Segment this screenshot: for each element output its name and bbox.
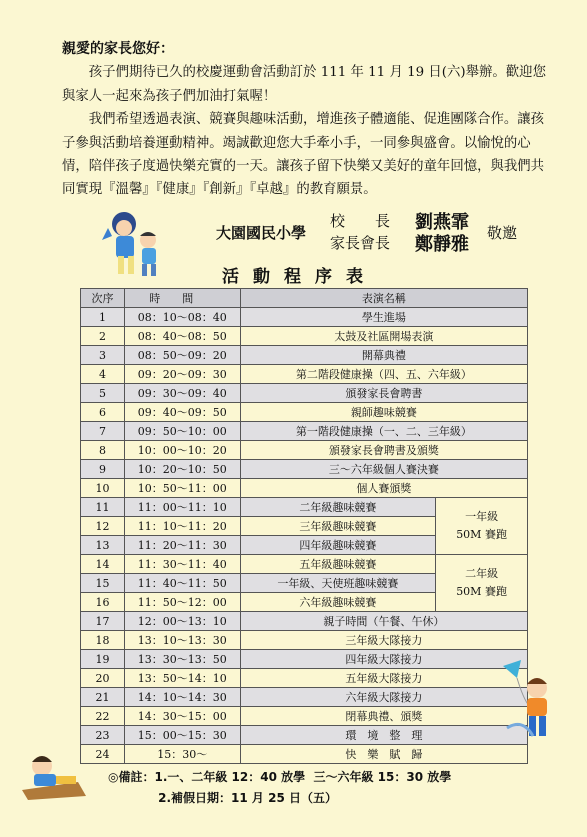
row-name: 五年級趣味競賽 (240, 555, 436, 574)
table-row (81, 726, 528, 745)
row-name: 頒發家長會聘書及頒獎 (240, 441, 527, 460)
row-time: 09：50～10：00 (124, 422, 240, 441)
row-name: 六年級大隊接力 (240, 688, 527, 707)
table-row (81, 308, 528, 327)
row-order: 9 (81, 460, 125, 479)
row-time: 13：30～13：50 (124, 650, 240, 669)
row-order: 17 (81, 612, 125, 631)
table-row (81, 346, 528, 365)
row-time: 15：30～ (124, 745, 240, 764)
row-name: 閉幕典禮、頒獎 (240, 707, 527, 726)
table-row (81, 441, 528, 460)
row-name: 六年級趣味競賽 (240, 593, 436, 612)
resting-boy-illustration (18, 740, 90, 802)
table-row (81, 707, 528, 726)
row-name: 學生進場 (240, 308, 527, 327)
row-name: 三年級大隊接力 (240, 631, 527, 650)
row-order: 22 (81, 707, 125, 726)
row-name: 環 境 整 理 (240, 726, 527, 745)
row-time: 11：50～12：00 (124, 593, 240, 612)
row-name: 個人賽頒獎 (240, 479, 527, 498)
row-name: 四年級趣味競賽 (240, 536, 436, 555)
row-time: 14：10～14：30 (124, 688, 240, 707)
row-order: 14 (81, 555, 125, 574)
greeting: 親愛的家長您好： (62, 41, 174, 57)
principal-name: 劉燕霏 (415, 212, 469, 233)
row-time: 11：40～11：50 (124, 574, 240, 593)
row-time: 10：20～10：50 (124, 460, 240, 479)
row-order: 7 (81, 422, 125, 441)
table-row (81, 669, 528, 688)
row-time: 11：10～11：20 (124, 517, 240, 536)
program-rows (81, 308, 528, 764)
row-time: 10：50～11：00 (124, 479, 240, 498)
letter-paragraph-1: 孩子們期待已久的校慶運動會活動訂於 111 年 11 月 19 日(六)舉辦。歡迎您與家人一起來為孩子們加油打氣喔！ (62, 65, 546, 104)
row-order: 2 (81, 327, 125, 346)
row-name: 太鼓及社區開場表演 (240, 327, 527, 346)
row-order: 19 (81, 650, 125, 669)
header-name: 表演名稱 (240, 289, 527, 308)
row-order: 4 (81, 365, 125, 384)
row-time: 11：00～11：10 (124, 498, 240, 517)
invite-text: 敬邀 (487, 224, 518, 242)
row-order: 5 (81, 384, 125, 403)
table-row (81, 612, 528, 631)
table-row (81, 498, 528, 517)
note-line-2: 2.補假日期：11 月 25 日（五） (108, 791, 337, 805)
school-name: 大園國民小學 (216, 224, 307, 242)
program-table (80, 288, 528, 764)
principal-role: 校 長 (330, 212, 391, 230)
notes (108, 767, 451, 809)
row-name: 五年級大隊接力 (240, 669, 527, 688)
row-order: 11 (81, 498, 125, 517)
letter-paragraph-2: 我們希望透過表演、競賽與趣味活動，增進孩子體適能、促進團隊合作。讓孩子參與活動培養運動精神。竭誠歡迎您大手牽小手，一同參與盛會。以愉悅的心情，陪伴孩子度過快樂充實的一天。讓孩子留下快樂又美好的童年回憶，與我們共同實現『溫馨』『健康』『創新』『卓越』的教育願景。 (62, 112, 545, 198)
row-time: 09：30～09：40 (124, 384, 240, 403)
row-order: 16 (81, 593, 125, 612)
kite-boy-illustration (493, 658, 567, 744)
row-order: 3 (81, 346, 125, 365)
table-row (81, 460, 528, 479)
row-name: 四年級大隊接力 (240, 650, 527, 669)
table-row (81, 403, 528, 422)
table-row (81, 422, 528, 441)
table-row (81, 745, 528, 764)
row-order: 10 (81, 479, 125, 498)
row-name: 親師趣味競賽 (240, 403, 527, 422)
table-row (81, 631, 528, 650)
table-header-row (81, 289, 528, 308)
row-time: 09：20～09：30 (124, 365, 240, 384)
row-order: 18 (81, 631, 125, 650)
note-line-1: ◎備註：1.一、二年級 12：40 放學 三～六年級 15：30 放學 (108, 770, 452, 784)
row-time: 14：30～15：00 (124, 707, 240, 726)
signature-block (0, 210, 587, 260)
row-time: 08：40～08：50 (124, 327, 240, 346)
row-time: 08：50～09：20 (124, 346, 240, 365)
row-name: 開幕典禮 (240, 346, 527, 365)
row-order: 8 (81, 441, 125, 460)
row-order: 15 (81, 574, 125, 593)
row-order: 6 (81, 403, 125, 422)
row-name: 頒發家長會聘書 (240, 384, 527, 403)
row-name: 三～六年級個人賽決賽 (240, 460, 527, 479)
header-order: 次序 (81, 289, 125, 308)
row-order: 13 (81, 536, 125, 555)
row-order: 12 (81, 517, 125, 536)
row-order: 20 (81, 669, 125, 688)
row-order: 21 (81, 688, 125, 707)
pta-role: 家長會長 (330, 234, 391, 252)
table-row (81, 650, 528, 669)
row-time: 13：10～13：30 (124, 631, 240, 650)
row-name: 快 樂 賦 歸 (240, 745, 527, 764)
row-time: 11：30～11：40 (124, 555, 240, 574)
table-row (81, 365, 528, 384)
table-row (81, 384, 528, 403)
row-name: 第一階段健康操（一、二、三年級） (240, 422, 527, 441)
row-name: 親子時間（午餐、午休） (240, 612, 527, 631)
row-name: 三年級趣味競賽 (240, 517, 436, 536)
row-time: 10：00～10：20 (124, 441, 240, 460)
row-time: 15：00～15：30 (124, 726, 240, 745)
program-title: 活動程序表 (222, 267, 377, 287)
row-name: 二年級趣味競賽 (240, 498, 436, 517)
remark-grade1-50m: 一年級 50M 賽跑 (436, 498, 528, 555)
row-name: 第二階段健康操（四、五、六年級） (240, 365, 527, 384)
row-order: 24 (81, 745, 125, 764)
row-time: 13：50～14：10 (124, 669, 240, 688)
letter (62, 38, 552, 202)
pta-name: 鄭靜雅 (415, 234, 469, 255)
header-time: 時間 (124, 289, 240, 308)
row-time: 11：20～11：30 (124, 536, 240, 555)
table-row (81, 688, 528, 707)
table-row (81, 555, 528, 574)
row-time: 08：10～08：40 (124, 308, 240, 327)
row-time: 09：40～09：50 (124, 403, 240, 422)
table-row (81, 327, 528, 346)
row-time: 12：00～13：10 (124, 612, 240, 631)
remark-grade2-50m: 二年級 50M 賽跑 (436, 555, 528, 612)
row-order: 23 (81, 726, 125, 745)
table-row (81, 479, 528, 498)
row-name: 一年級、天使班趣味競賽 (240, 574, 436, 593)
row-order: 1 (81, 308, 125, 327)
